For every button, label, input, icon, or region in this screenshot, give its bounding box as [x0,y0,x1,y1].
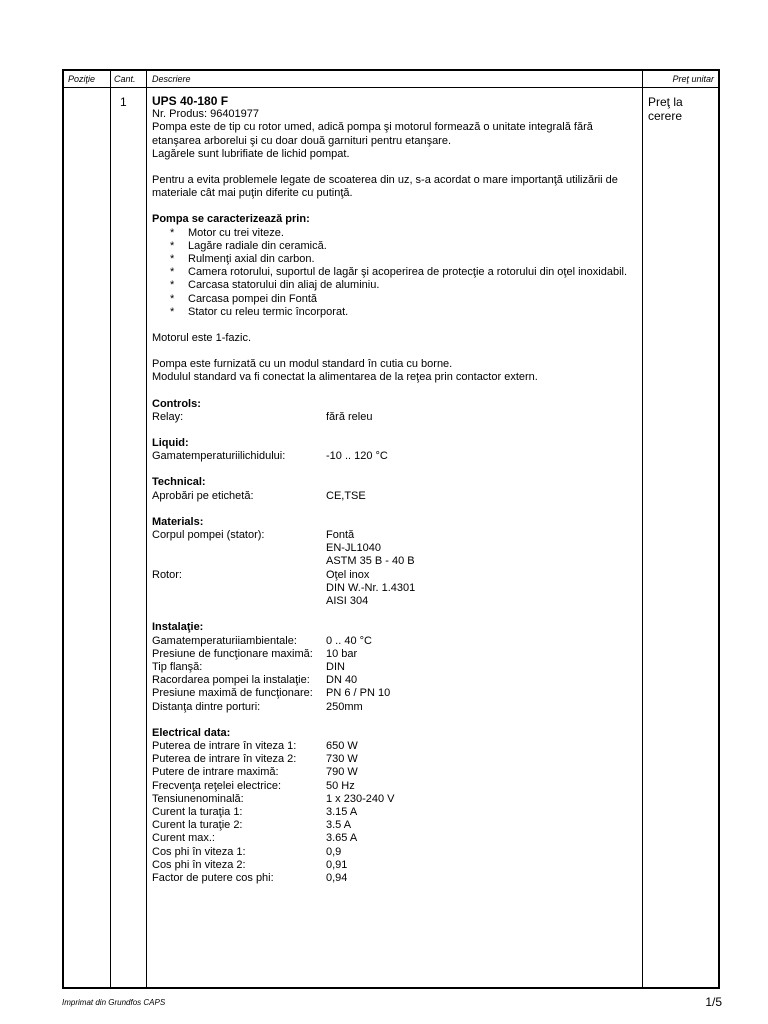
spec-row: Distanţa dintre porturi: 250mm [152,700,363,713]
spec-row: Gamatemperaturiiambientale: 0 .. 40 °C [152,634,372,647]
intro-text: Pompa este de tip cu rotor umed, adică pompa şi motorul formează o unitate integrală fără etanşarea arborelui şi cu doar două garnituri pentru etanşare. [152,121,593,147]
column-divider [642,71,643,987]
section-title-controls: Controls: [152,397,201,410]
spec-row: Curent la turaţia 1: 3.15 A [152,805,358,818]
row-description [152,95,632,885]
spec-row: Presiune maximă de funcţionare: PN 6 / PN 10 [152,687,391,700]
module-text-2: Modulul standard va fi conectat la alimentarea de la reţea prin contactor extern. [152,371,538,384]
spec-row: Curent max.: 3.65 A [152,832,358,845]
spec-row: Frecvenţa reţelei electrice: 50 Hz [152,779,355,792]
section-title-materials: Materials: [152,515,204,528]
section-title-electrical: Electrical data: [152,726,231,739]
spec-row: Cos phi în viteza 1: 0,9 [152,845,342,858]
section-title-liquid: Liquid: [152,437,189,450]
header-divider [64,87,718,88]
row-quantity: 1 [120,95,127,109]
row-price: Preţ la cerere [648,95,683,123]
spec-row: Puterea de intrare în viteza 2: 730 W [152,753,358,766]
header-position: Poziţie [68,74,96,84]
header-unit-price: Preţ unitar [672,74,714,84]
motor-phase: Motorul este 1-fazic. [152,332,252,345]
spec-row: Cos phi în viteza 2: 0,91 [152,858,348,871]
spec-row: Putere de intrare maximă: 790 W [152,766,358,779]
spec-row: Presiune de funcţionare maximă: 10 bar [152,647,358,660]
spec-row: Aprobări pe etichetă: CE,TSE [152,489,366,502]
header-description: Descriere [152,74,191,84]
spec-row: Tensiunenominală: 1 x 230-240 V [152,792,395,805]
features-title: Pompa se caracterizează prin: [152,213,310,226]
feature-item: * Rulmenţi axial din carbon. [152,253,632,266]
features-list [152,227,632,319]
header-quantity: Cant. [114,74,136,84]
feature-item: * Carcasa statorului din aliaj de aluminiu. [152,279,632,292]
spec-row: Rotor: Oţel inox [152,568,370,581]
feature-item: * Stator cu releu termic încorporat. [152,306,632,319]
footer-source: Imprimat din Grundfos CAPS [62,998,166,1007]
product-title: UPS 40-180 F [152,94,229,108]
spec-row: Curent la turaţie 2: 3.5 A [152,819,352,832]
spec-row: Tip flanşă: DIN [152,660,345,673]
spec-row: DIN W.-Nr. 1.4301 [326,581,416,594]
spec-row: Gamatemperaturiilichidului: -10 .. 120 °C [152,450,388,463]
spec-row: EN-JL1040 [326,542,382,555]
spec-row: AISI 304 [326,595,369,608]
spec-row: Racordarea pompei la instalaţie: DN 40 [152,674,358,687]
feature-item: * Motor cu trei viteze. [152,227,632,240]
product-number: Nr. Produs: 96401977 [152,108,260,121]
section-title-installation: Instalaţie: [152,621,204,634]
spec-row: Factor de putere cos phi: 0,94 [152,871,348,884]
module-text-1: Pompa este furnizată cu un modul standard în cutia cu borne. [152,358,453,371]
feature-item: * Camera rotorului, suportul de lagăr şi acoperirea de protecţie a rotorului din oţel inoxidabil. [152,266,632,279]
materials-note: Pentru a evita problemele legate de scoaterea din uz, s-a acordat o mare importanţă utilizării de materiale cât mai puţin diferite cu putinţă. [152,174,618,200]
spec-row: Puterea de intrare în viteza 1: 650 W [152,739,358,752]
column-divider [110,71,111,987]
bearings-text: Lagărele sunt lubrifiate de lichid pompat. [152,147,350,160]
feature-item: * Carcasa pompei din Fontă [152,293,632,306]
spec-row: Relay: fără releu [152,410,373,423]
section-title-technical: Technical: [152,476,206,489]
column-divider [146,71,147,987]
feature-item: * Lagăre radiale din ceramică. [152,240,632,253]
product-table [62,69,720,989]
spec-row: ASTM 35 B - 40 B [326,555,415,568]
spec-row: Corpul pompei (stator): Fontă [152,529,355,542]
page-number: 1/5 [705,995,722,1009]
